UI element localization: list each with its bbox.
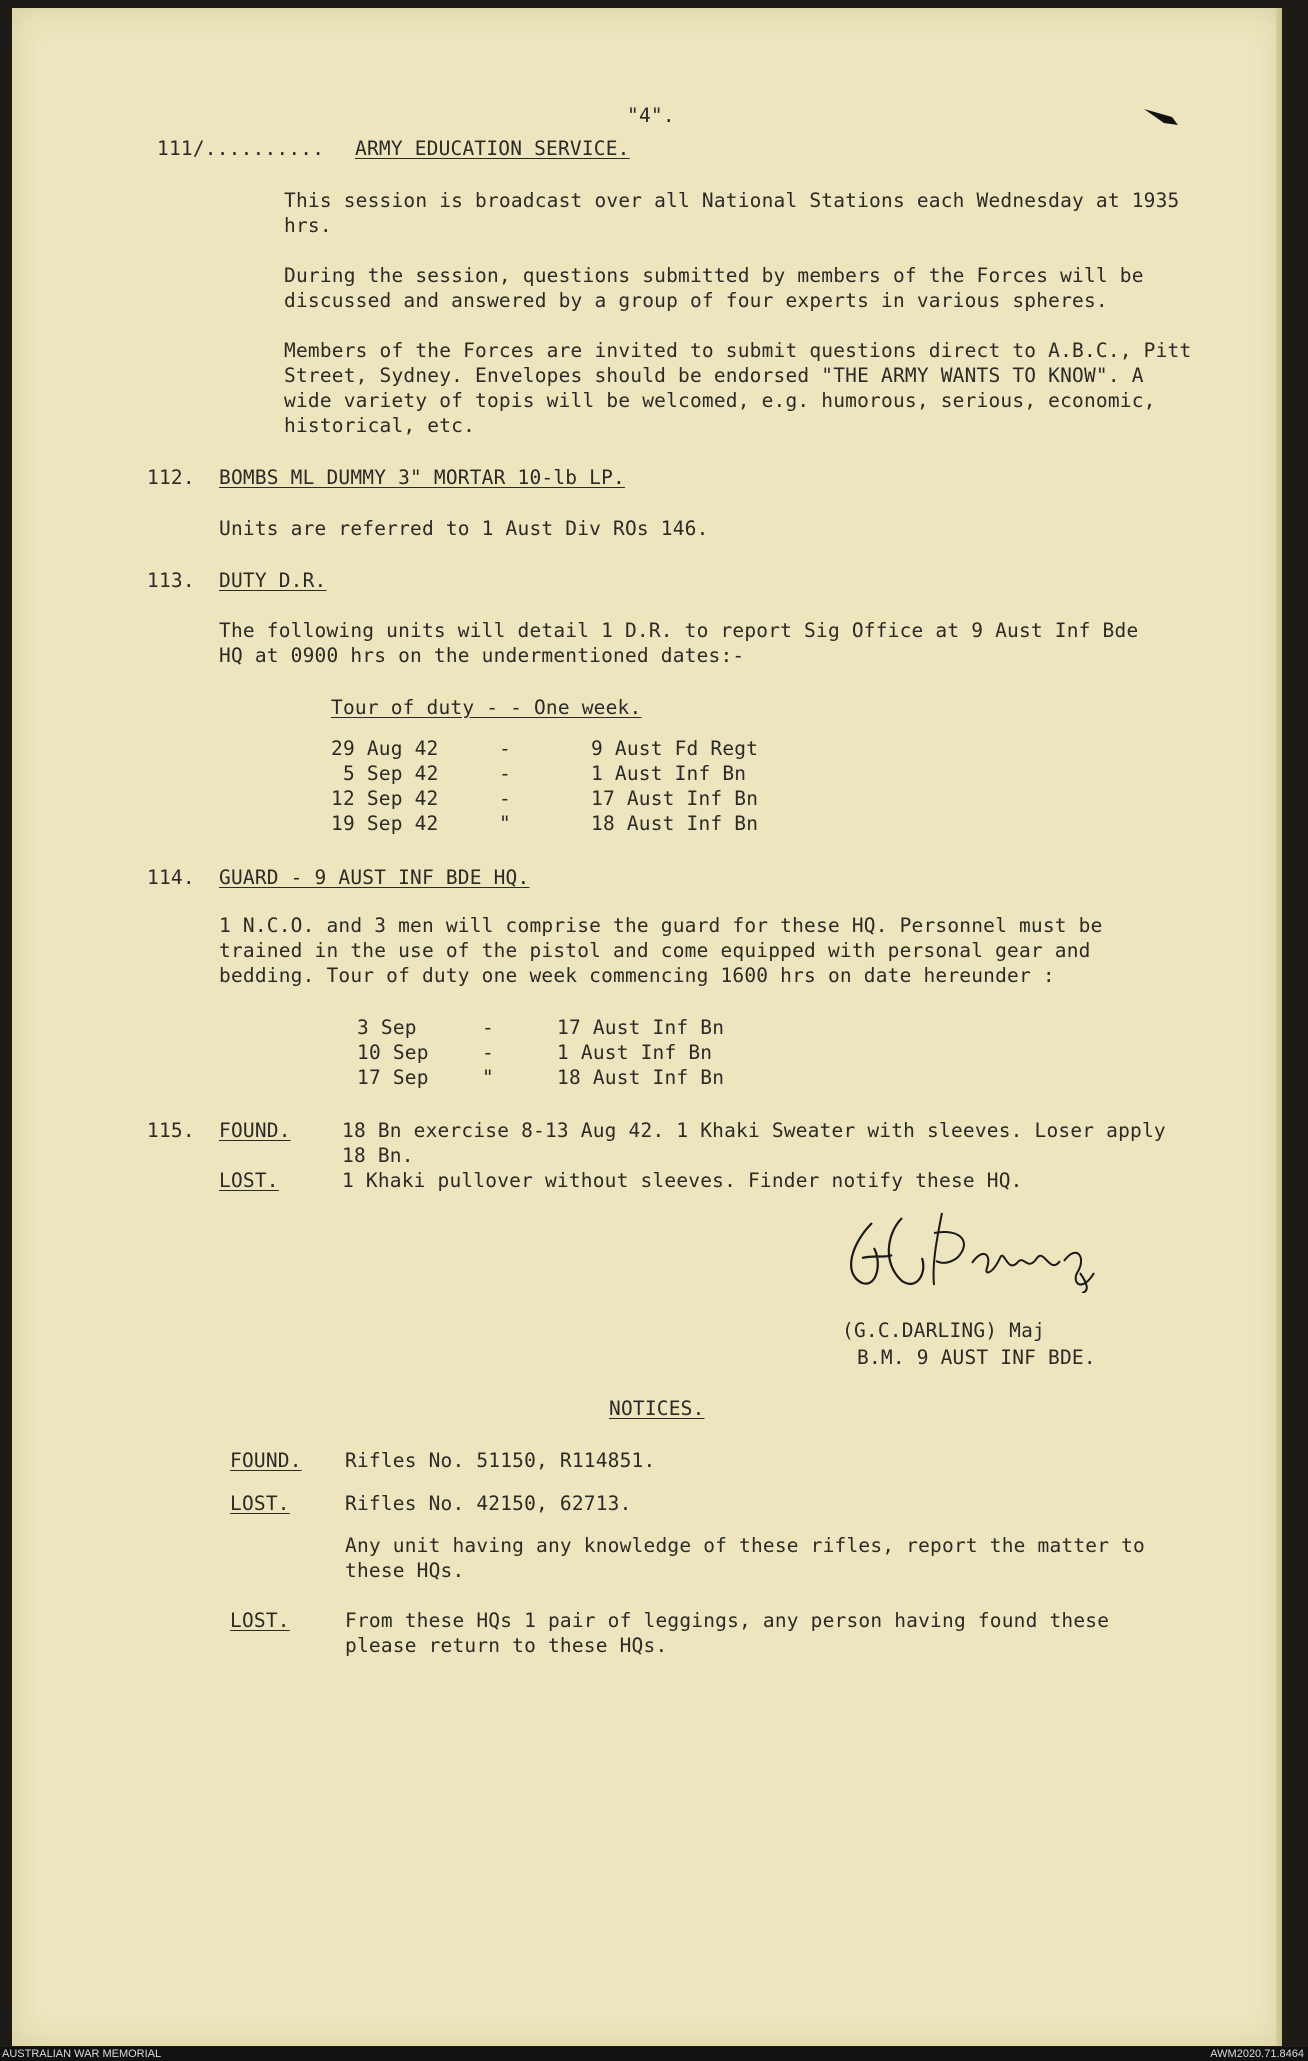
notice-lost2-text: From these HQs 1 pair of leggings, any person having found these please return to these HQs. [345,1609,1110,1657]
archive-footer [0,2047,1308,2061]
found-label: FOUND. [219,1119,291,1142]
section-112-title: BOMBS ML DUMMY 3" MORTAR 10-lb LP. [219,466,625,489]
duty-date: 12 Sep 42 [331,787,439,810]
section-112-text: Units are referred to 1 Aust Div ROs 146. [219,517,709,540]
document-page [12,8,1282,2046]
notice-lost-text: Rifles No. 42150, 62713. [345,1492,632,1515]
duty-unit: 18 Aust Inf Bn [591,812,759,835]
guard-separator: - [482,1016,494,1039]
footer-left: AUSTRALIAN WAR MEMORIAL [2,2048,162,2060]
lost-text: 1 Khaki pullover without sleeves. Finder notify these HQ. [342,1169,1023,1192]
notice-lost2-label: LOST. [230,1609,290,1632]
section-115-number: 115. [147,1119,195,1142]
document-body [12,8,1282,2046]
pen-mark-icon [1142,103,1182,127]
footer-right: AWM2020.71.8464 [1210,2048,1304,2060]
notices-title: NOTICES. [609,1397,705,1420]
duty-date: 5 Sep 42 [343,762,439,785]
section-111-paragraph: During the session, questions submitted by members of the Forces will be discussed and answered by a group of four experts in various spheres. [284,264,1144,312]
duty-date: 19 Sep 42 [331,812,439,835]
section-114-text: 1 N.C.O. and 3 men will comprise the guard for these HQ. Personnel must be trained in the use of the pistol and come equipped with personal gear and bedding. Tour of duty one week commencing 1600 hrs on date hereunder : [219,914,1103,987]
duty-separator: " [499,812,511,835]
guard-date: 17 Sep [357,1066,429,1089]
guard-unit: 17 Aust Inf Bn [557,1016,725,1039]
section-114-title: GUARD - 9 AUST INF BDE HQ. [219,866,530,889]
section-113-number: 113. [147,569,195,592]
section-111-paragraph: Members of the Forces are invited to submit questions direct to A.B.C., Pitt Street, Sydney. Envelopes should be endorsed "THE ARMY WANTS TO KNOW". A wide variety of topis will be welcomed, e.g. humorous, serious, economic, historical, etc. [284,339,1192,437]
guard-separator: " [482,1066,494,1089]
duty-separator: - [499,737,511,760]
guard-separator: - [482,1041,494,1064]
duty-unit: 1 Aust Inf Bn [591,762,747,785]
duty-separator: - [499,762,511,785]
found-text: 18 Bn exercise 8-13 Aug 42. 1 Khaki Sweater with sleeves. Loser apply 18 Bn. [342,1119,1166,1167]
duty-unit: 9 Aust Fd Regt [591,737,759,760]
section-113-subtitle: Tour of duty - - One week. [331,696,642,719]
notice-any-unit: Any unit having any knowledge of these rifles, report the matter to these HQs. [345,1534,1145,1582]
page-number: "4". [627,104,675,127]
section-112-number: 112. [147,466,195,489]
guard-unit: 18 Aust Inf Bn [557,1066,725,1089]
duty-separator: - [499,787,511,810]
notice-found-text: Rifles No. 51150, R114851. [345,1449,656,1472]
signature-name: (G.C.DARLING) Maj [842,1319,1045,1342]
duty-unit: 17 Aust Inf Bn [591,787,759,810]
section-111-body [284,188,1199,438]
duty-date: 29 Aug 42 [331,737,439,760]
section-111-paragraph: This session is broadcast over all National Stations each Wednesday at 1935 hrs. [284,189,1180,237]
lost-label: LOST. [219,1169,279,1192]
guard-date: 3 Sep [357,1016,417,1039]
section-113-title: DUTY D.R. [219,569,327,592]
section-111-title: ARMY EDUCATION SERVICE. [355,137,630,160]
notice-lost-label: LOST. [230,1492,290,1515]
section-111-number: 111/.......... [157,137,325,160]
section-113-text: The following units will detail 1 D.R. to report Sig Office at 9 Aust Inf Bde HQ at 0900 hrs on the undermentioned dates:- [219,619,1139,667]
section-114-number: 114. [147,866,195,889]
guard-date: 10 Sep [357,1041,429,1064]
notice-found-label: FOUND. [230,1449,302,1472]
handwritten-signature [832,1203,1132,1293]
signature-title: B.M. 9 AUST INF BDE. [857,1346,1096,1369]
guard-unit: 1 Aust Inf Bn [557,1041,713,1064]
